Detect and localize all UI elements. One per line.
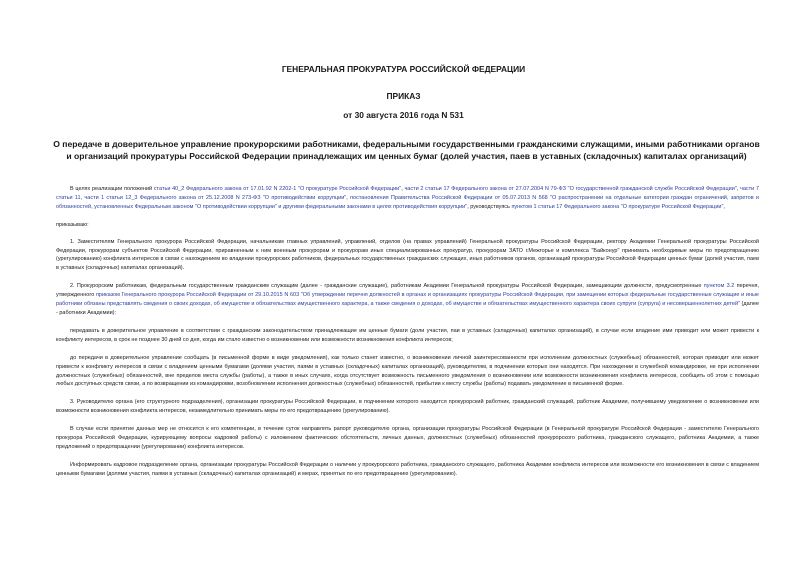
preamble-text-3: , <box>736 186 740 192</box>
paragraph-2-text-3: (далее - работники Академии): <box>56 301 759 316</box>
paragraph-2 <box>56 282 759 318</box>
date-number: от 30 августа 2016 года N 531 <box>343 110 464 120</box>
paragraph-2-text-1: 2. Прокурорским работникам, федеральным государственным гражданским служащим (далее - гражданские служащие), работникам Академии Генеральной прокуратуры Российской Федерации, замещающим должности, предусмотренные <box>70 283 704 290</box>
preamble-text-6: , <box>723 203 725 210</box>
document-title: О передаче в доверительное управление прокурорскими работниками, федеральными государственными гражданскими служащими, иными работниками органов и организаций прокуратуры Российской Федерации принадлежащих им ценных бумаг (долей участия, паев в уставных (складочных) капиталах организаций) <box>53 139 760 161</box>
link-law-prosecutor-art40[interactable]: статьи 40_2 Федерального закона от 17.01.92 N 2202-1 "О прокуратуре Российской Федерации" <box>153 186 402 192</box>
doc-type: ПРИКАЗ <box>386 91 421 101</box>
link-government-resolution[interactable]: постановления Правительства Российской Федерации от 05.07.2013 N 568 "О распространении на отдельные категории граждан ограничений, запретов и обязанностей, установленных Федеральным законом "О противодействии коррупции" и другими федеральными законами в целях противодействия коррупции" <box>56 194 759 210</box>
link-clause-3-2[interactable]: пунктом 3.2 <box>703 283 735 290</box>
preamble-text-4: , <box>346 194 351 201</box>
link-law-prosecutor-art17[interactable]: пунктом 1 статьи 17 Федерального закона "О прокуратуре Российской Федерации" <box>511 203 724 210</box>
preamble-text-2: , <box>401 186 405 192</box>
preamble-text-5: , руководствуясь <box>467 203 512 210</box>
preamble-text-1: В целях реализации положений <box>70 186 154 192</box>
preamble-paragraph <box>56 185 759 212</box>
paragraph-7: Информировать кадровое подразделение органа, организации прокуратуры Российской Федерации о наличии у прокурорского работника, гражданского служащего, работника Академии конфликта интересов или возможности его возникновения в связи с владением ценными бумагами (долями участия, паями в уставных (складочных) капиталах организаций) и мерах, принятых по его предотвращению (урегулированию). <box>56 461 759 477</box>
paragraph-5: 3. Руководителю органа (его структурного подразделения), организации прокуратуры Российской Федерации, в подчинении которого находится прокурорский работник, гражданский служащий, работник Академии, получившему уведомление о возникновении или возможности возникновения конфликта интересов, незамедлительно принимать меры по его предотвращению (урегулированию). <box>56 399 759 415</box>
order-word: приказываю: <box>56 221 89 228</box>
paragraph-6: В случае если принятие данных мер не относится к его компетенции, в течение суток направлять рапорт руководителю органа, организации прокуратуры Российской Федерации (в Генеральной прокуратуре Российской Федерации - заместителю Генерального прокурора Российской Федерации, курирующему вопросы кадровой работы) с изложением фактических обстоятельств, личных данных, должностных (служебных) обязанностей прокурорского работника, гражданского служащего, работника Академии, а также предложений о предотвращении (урегулировании) конфликта интересов. <box>56 426 759 450</box>
paragraph-2-text-2: перечня, утвержденного <box>56 283 759 299</box>
paragraph-1: 1. Заместителям Генерального прокурора Российской Федерации, начальникам главных управлений, управлений, отделов (на правах управлений) Генеральной прокуратуры Российской Федерации, ректору Академии Генеральной прокуратуры Российской Федерации, прокурорам субъектов Российской Федерации, приравненным к ним военным прокурорам и прокурорам иных специализированных прокуратур, прокурорам ЗАТО г.Межгорье и комплекса "Байконур" принимать необходимые меры по предотвращению (урегулированию) конфликта интересов в связи с нахождением во владении прокурорских работников, федеральных государственных гражданских служащих, иных работников органов, организаций прокуратуры Российской Федерации ценных бумаг (долей участия, паев в уставных (складочных) капиталах организаций). <box>56 238 759 272</box>
paragraph-4: до передачи в доверительное управление сообщать (в письменной форме в виде уведомления), как только станет известно, о возникновении личной заинтересованности при исполнении должностных (служебных) обязанностей, которая приводит или может привести к конфликту интересов в связи с владением ценными бумагами (долями участия, паями в уставных (складочных) капиталах организаций), руководителям, в подчинении которых они находятся. При нахождении в служебной командировке, не при исполнении должностных (служебных) обязанностей, вне пределов места службы (работы), а также в иных случаях, когда отсутствует возможность письменного уведомления о возникновении или возможности возникновения конфликта интересов, сообщить об этом с помощью любых доступных средств связи, а по возвращении из командировки, возобновлении исполнения должностных (служебных) обязанностей, прибытии к месту службы (работы) подавать уведомление в письменной форме. <box>56 354 759 388</box>
link-law-civil-service[interactable]: части 2 статьи 17 Федерального закона от 27.07.2004 N 79-ФЗ "О государственной гражданской службе Российской Федерации" <box>404 186 737 192</box>
document-body <box>56 185 759 488</box>
paragraph-3: передавать в доверительное управление в соответствии с гражданским законодательством принадлежащие им ценные бумаги (доли участия, паи в уставных (складочных) капиталах организаций), в случае если владение ими приводит или может привести к конфликту интересов, в срок не позднее 30 дней со дня, когда им стало известно о возникновении или возможности возникновения конфликта интересов; <box>56 327 759 343</box>
org-header: ГЕНЕРАЛЬНАЯ ПРОКУРАТУРА РОССИЙСКОЙ ФЕДЕРАЦИИ <box>281 64 526 74</box>
link-order-603[interactable]: приказом Генерального прокурора Российской Федерации от 29.10.2015 N 603 "Об утверждении перечня должностей в органах и организациях прокуратуры Российской Федерации, при замещении которых федеральные государственные служащие и иные работники обязаны представлять сведения о своих доходах, об имуществе и обязательствах имущественного характера, а также сведения о доходах, об имуществе и обязательствах имущественного характера своих супруги (супруга) и несовершеннолетних детей" <box>56 292 759 308</box>
link-law-anticorruption[interactable]: части 7 статьи 11, части 1 статьи 12_3 Федерального закона от 25.12.2008 N 273-ФЗ "О противодействии коррупции" <box>56 186 759 201</box>
